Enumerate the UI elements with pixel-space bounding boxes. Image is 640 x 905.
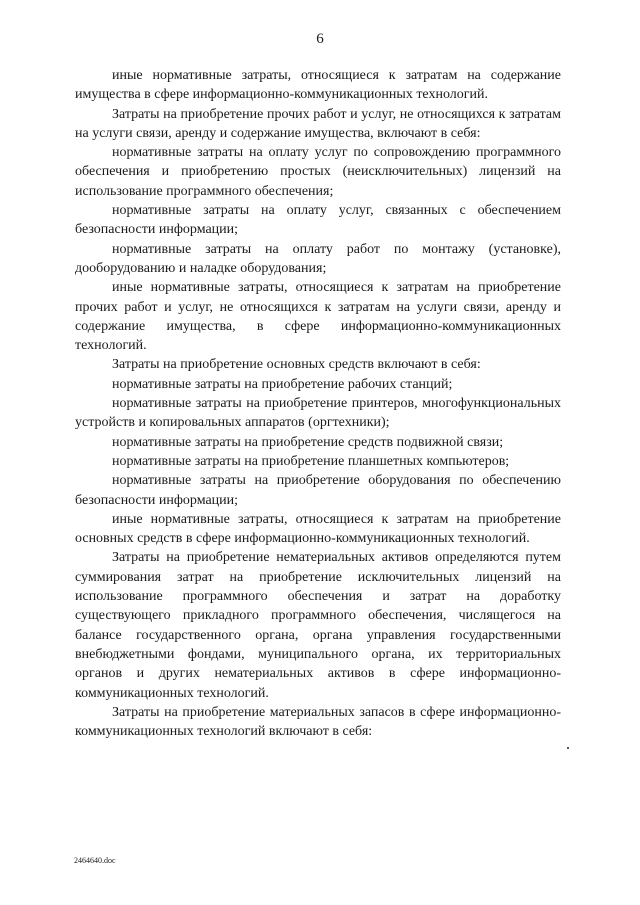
page-number: 6 [316, 31, 324, 47]
margin-mark [567, 747, 569, 749]
paragraph: иные нормативные затраты, относящиеся к затратам на приобретение прочих работ и услуг, не относящихся к затратам на услуги связи, аренду и содержание имущества, в сфере информационно-коммуникационных технологий. [75, 280, 561, 354]
paragraph: нормативные затраты на оплату услуг, связанных с обеспечением безопасности информации; [75, 203, 561, 238]
paragraph: нормативные затраты на приобретение планшетных компьютеров; [112, 453, 510, 469]
paragraph: Затраты на приобретение материальных запасов в сфере информационно-коммуникационных технологий включают в себя: [75, 704, 561, 740]
footer-doc-id: 2464640.doc [74, 856, 116, 865]
paragraph: нормативные затраты на приобретение оборудования по обеспечению безопасности информации; [75, 473, 561, 508]
paragraph: нормативные затраты на оплату работ по монтажу (установке), дооборудованию и наладке оборудования; [75, 241, 561, 276]
paragraph: иные нормативные затраты, относящиеся к затратам на приобретение основных средств в сфере информационно-коммуникационных технологий. [75, 511, 561, 547]
paragraph: нормативные затраты на приобретение принтеров, многофункциональных устройств и копировальных аппаратов (оргтехники); [75, 396, 561, 431]
paragraph: Затраты на приобретение основных средств включают в себя: [112, 357, 481, 373]
paragraph: Затраты на приобретение нематериальных активов определяются путем суммирования затрат на приобретение исключительных лицензий на использование программного обеспечения и затрат на доработку существующего прикладного программного обеспечения, числящегося на балансе государственного органа, органа управления государственными внебюджетными фондами, муниципального органа, их территориальных органов и других нематериальных активов в сфере информационно-коммуникационных технологий. [75, 550, 561, 701]
paragraph: нормативные затраты на приобретение средств подвижной связи; [112, 434, 504, 450]
paragraph: иные нормативные затраты, относящиеся к затратам на содержание имущества в сфере информационно-коммуникационных технологий. [75, 68, 561, 103]
paragraph: Затраты на приобретение прочих работ и услуг, не относящихся к затратам на услуги связи, аренду и содержание имущества, включают в себя: [75, 106, 561, 141]
paragraph: нормативные затраты на оплату услуг по сопровождению программного обеспечения и приобретению простых (неисключительных) лицензий на использование программного обеспечения; [75, 145, 561, 199]
paragraph: нормативные затраты на приобретение рабочих станций; [112, 376, 453, 392]
document-body [75, 66, 561, 741]
